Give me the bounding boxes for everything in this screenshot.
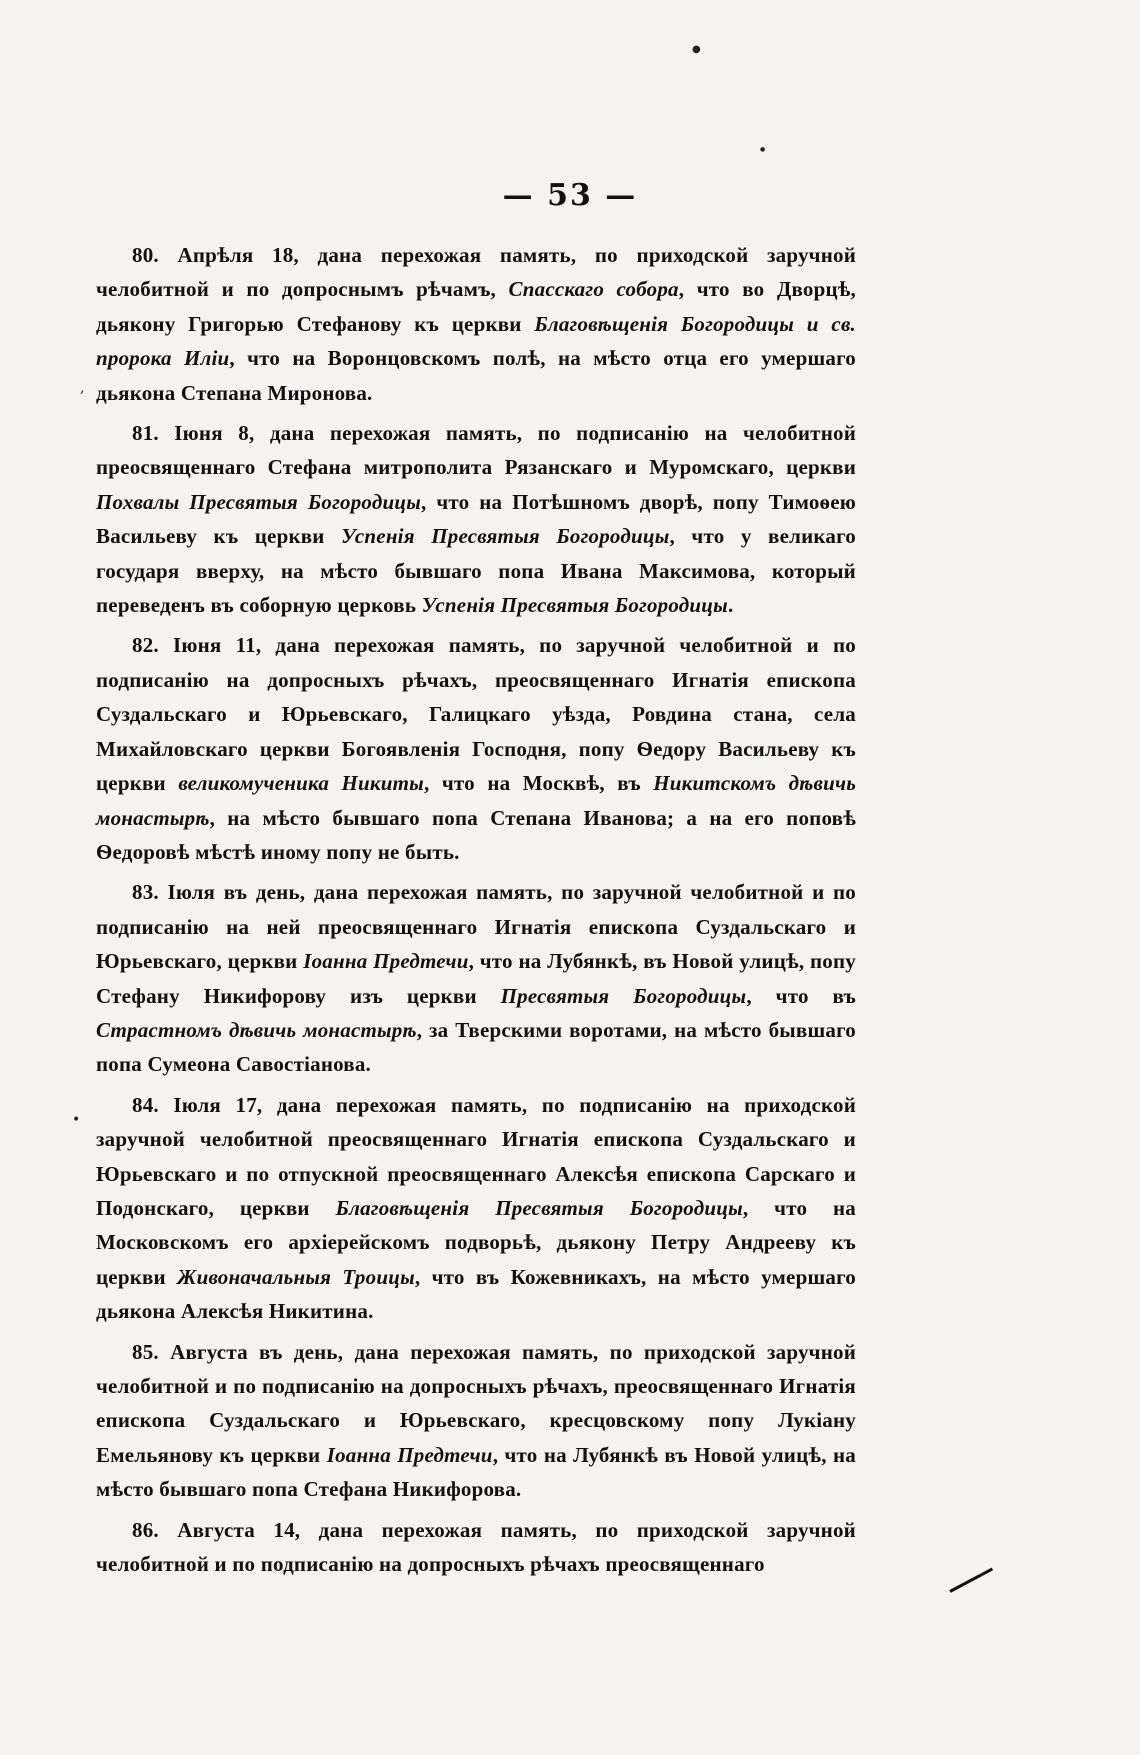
margin-mark: , (80, 380, 85, 396)
entry-86: 86. Августа 14, дана перехожая память, по приходской заручной челобитной и по подписанію на допросныхъ рѣчахъ преосвященнаго (96, 1517, 856, 1577)
margin-mark: • (72, 1112, 81, 1128)
text-body (96, 238, 856, 1581)
entry-84: 84. Іюля 17, дана перехожая память, по подписанію на приходской заручной челобитной преосвященнаго Игнатія епископа Суздальскаго и Юрьевскаго и по отпускной преосвященнаго Алексѣя епископа Сарскаго и Подонскаго, церкви Благовѣщенія Пресвятыя Богородицы, что на Московскомъ его архіерейскомъ подворьѣ, дьякону Петру Андрееву къ церкви Живоначальныя Троицы, что въ Кожевникахъ, на мѣсто умершаго дьякона Алексѣя Никитина. (96, 1092, 856, 1324)
entry-81: 81. Іюня 8, дана перехожая память, по подписанію на челобитной преосвященнаго Стефана митрополита Рязанскаго и Муромскаго, церкви Похвалы Пресвятыя Богородицы, что на Потѣшномъ дворѣ, попу Тимоѳею Васильеву къ церкви Успенія Пресвятыя Богородицы, что у великаго государя вверху, на мѣсто бывшаго попа Ивана Максимова, который переведенъ въ соборную церковь Успенія Пресвятыя Богородицы. (96, 421, 857, 618)
pen-stroke-mark (949, 1568, 993, 1593)
page-number: — 53 — (502, 178, 638, 213)
entry-85: 85. Августа въ день, дана перехожая память, по приходской заручной челобитной и по подписанію на допросныхъ рѣчахъ, преосвященнаго Игнатія епископа Суздальскаго и Юрьевскаго, кресцовскому попу Лукіану Емельянову къ церкви Іоанна Предтечи, что на Лубянкѣ въ Новой улицѣ, на мѣсто бывшаго попа Стефана Никифорова. (96, 1339, 857, 1502)
entry-82: 82. Іюня 11, дана перехожая память, по заручной челобитной и по подписанію на допросныхъ рѣчахъ, преосвященнаго Игнатія епископа Суздальскаго и Юрьевскаго, Галицкаго уѣзда, Ровдина стана, села Михайловскаго церкви Богоявленія Господня, попу Ѳедору Васильеву къ церкви великомученика Никиты, что на Москвѣ, въ Никитскомъ дѣвичь монастырѣ, на мѣсто бывшаго попа Степана Иванова; а на его поповѣ Ѳедоровѣ мѣстѣ иному попу не быть. (96, 633, 856, 864)
entry-83: 83. Іюля въ день, дана перехожая память, по заручной челобитной и по подписанію на ней преосвященнаго Игнатія епископа Суздальскаго и Юрьевскаго, церкви Іоанна Предтечи, что на Лубянкѣ, въ Новой улицѣ, попу Стефану Никифорову изъ церкви Пресвятыя Богородицы, что въ Страстномъ дѣвичь монастырѣ, за Тверскими воротами, на мѣсто бывшаго попа Сумеона Савостіанова. (96, 880, 857, 1077)
ink-speck: ● (760, 146, 766, 153)
entry-80: 80. Апрѣля 18, дана перехожая память, по приходской заручной челобитной и по допроснымъ рѣчамъ, Спасскаго собора, что во Дворцѣ, дьякону Григорью Стефанову къ церкви Благовѣщенія Богородицы и св. пророка Иліи, что на Воронцовскомъ полѣ, на мѣсто отца его умершаго дьякона Степана Миронова. (96, 243, 856, 405)
ink-speck: ● (692, 44, 701, 55)
